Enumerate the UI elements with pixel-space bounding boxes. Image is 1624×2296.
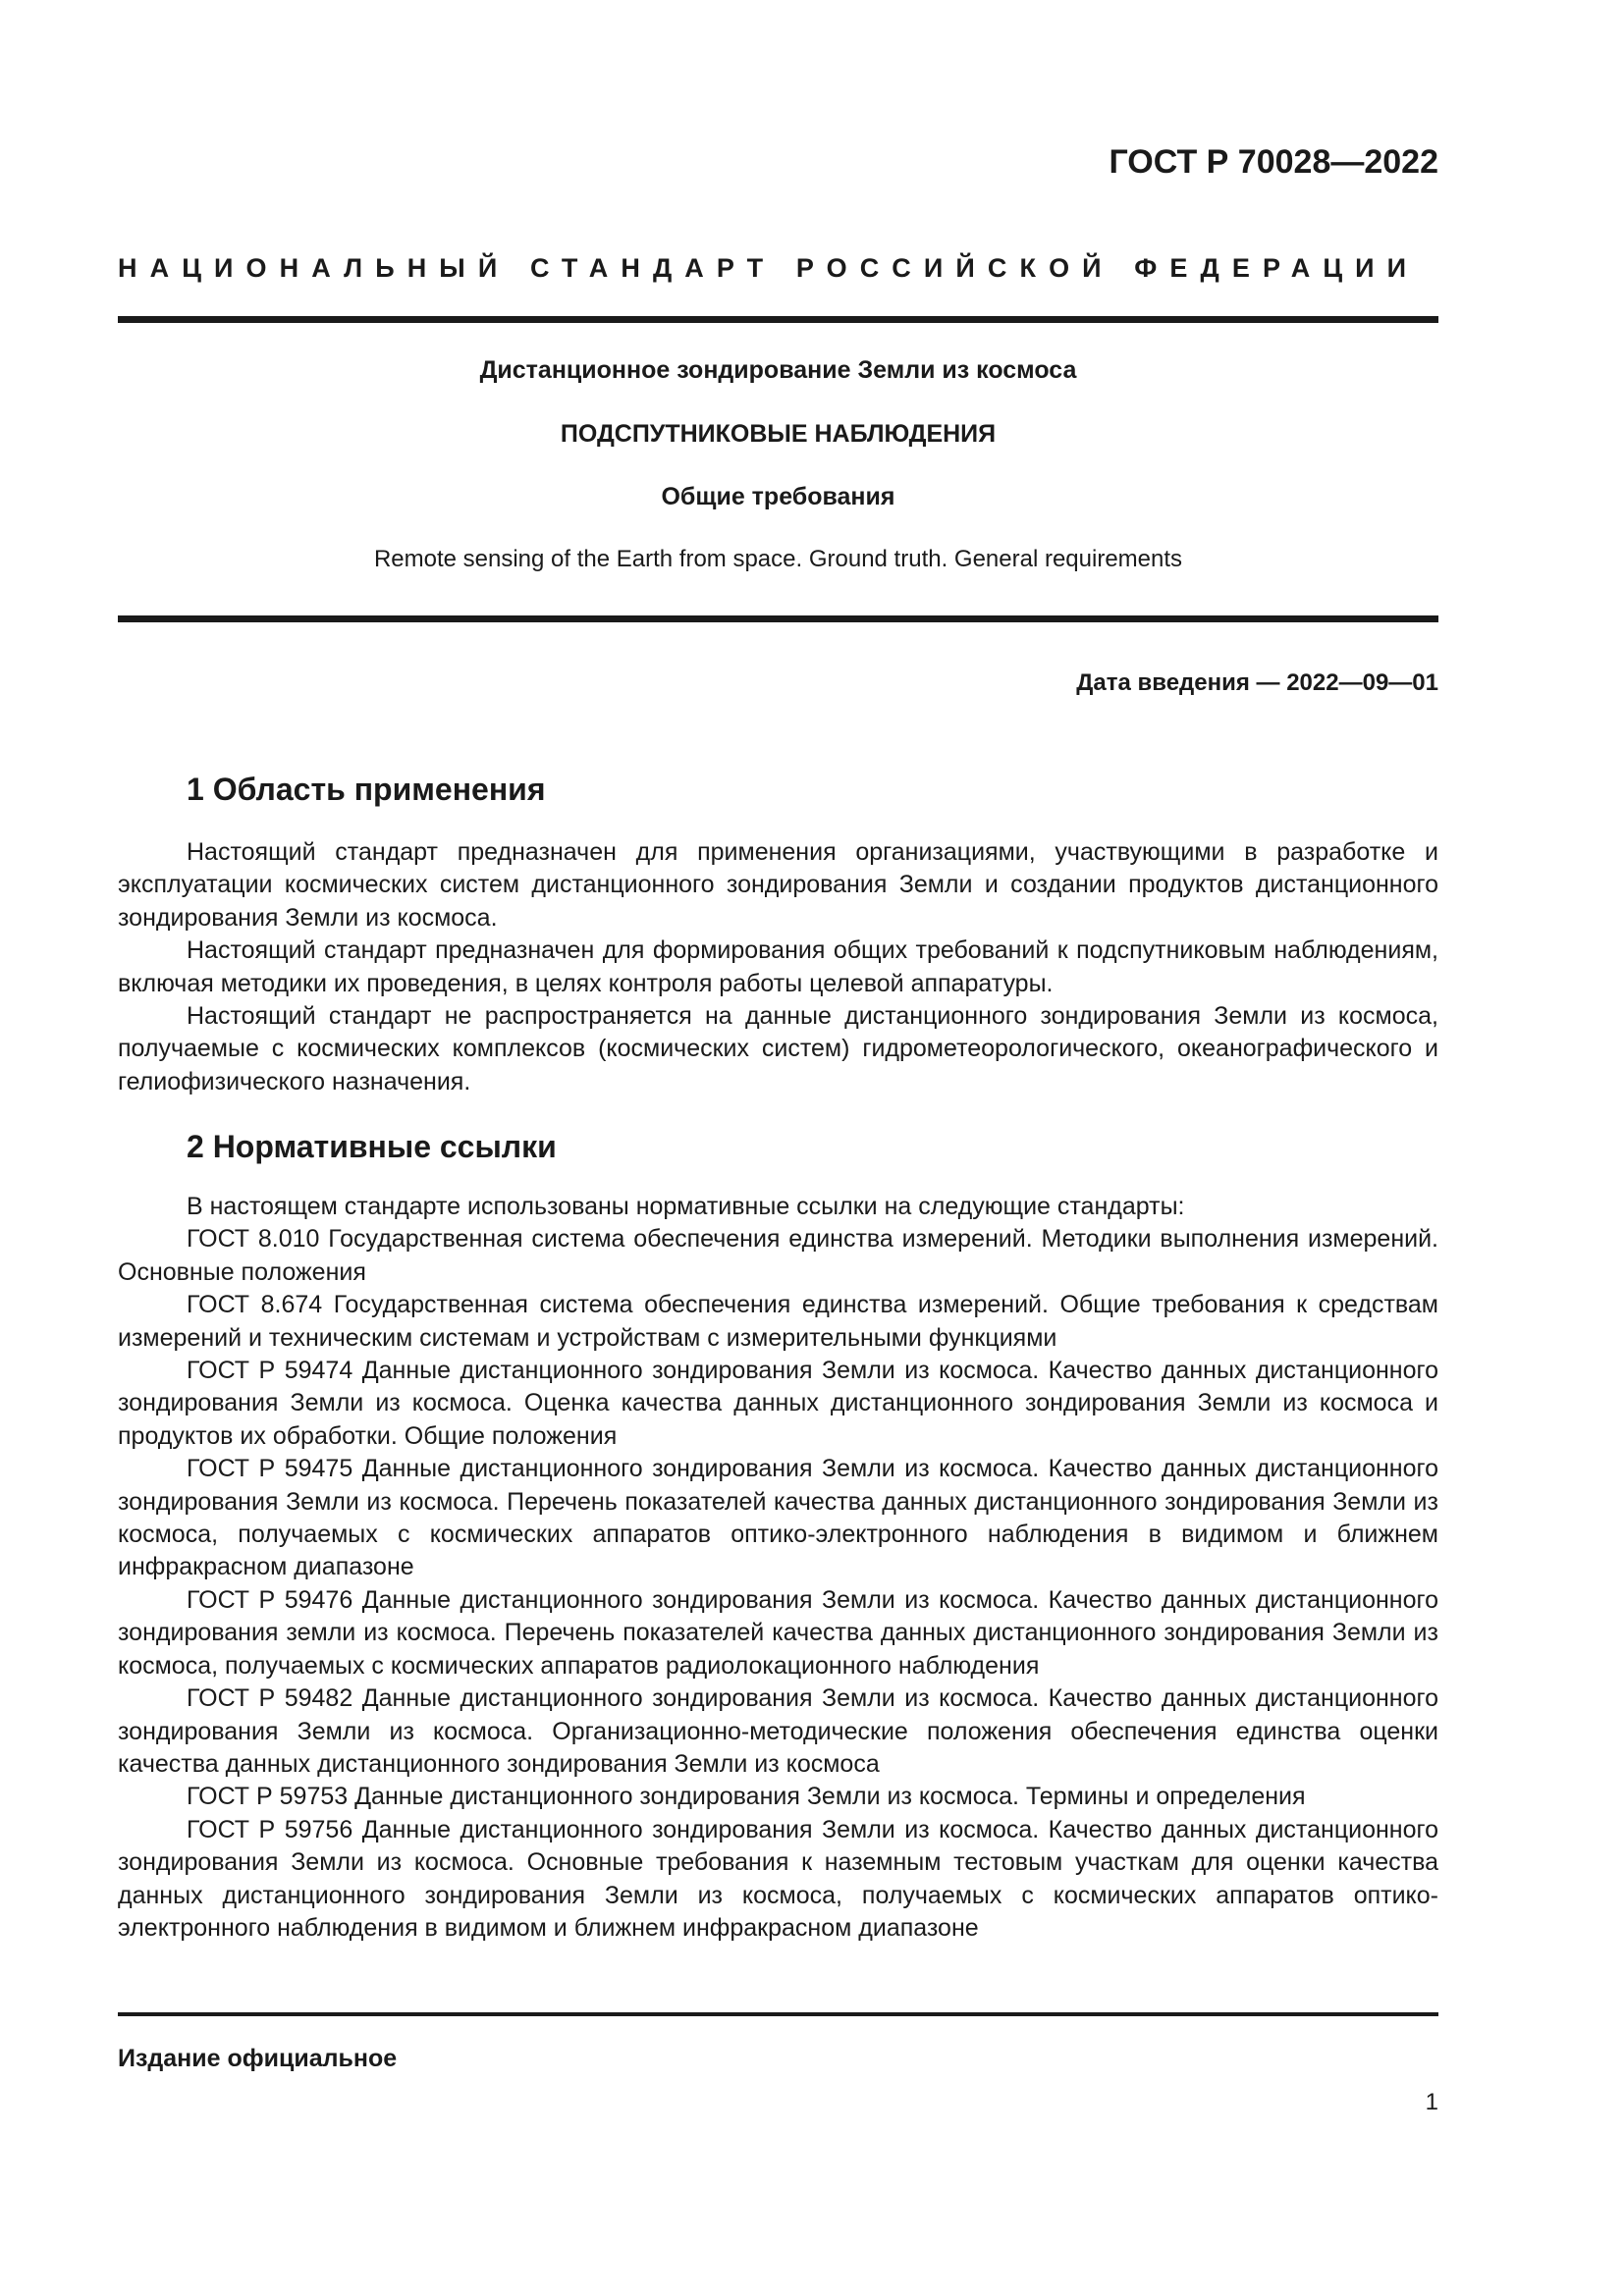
reference-item: ГОСТ 8.010 Государственная система обеспечения единства измерений. Методики выполнения измерений. Основные положения [118,1225,1438,1286]
section-1-heading: 1 Область применения [187,772,546,807]
reference-item: ГОСТ Р 59476 Данные дистанционного зондирования Земли из космоса. Качество данных дистанционного зондирования земли из космоса. Перечень показателей качества данных дистанционного зондирования Земли из космоса, получаемых с космических аппаратов радиолокационного наблюдения [118,1585,1438,1680]
national-standard-banner: НАЦИОНАЛЬНЫЙ СТАНДАРТ РОССИЙСКОЙ ФЕДЕРАЦИИ [118,253,1420,283]
section-2-body [118,1191,1438,1945]
footer-rule [118,2012,1438,2016]
title-line-2: ПОДСПУТНИКОВЫЕ НАБЛЮДЕНИЯ [560,420,997,448]
title-line-1: Дистанционное зондирование Земли из космоса [479,356,1077,384]
title-rule [118,615,1438,622]
paragraph: Настоящий стандарт предназначен для формирования общих требований к подспутниковым наблюдениям, включая методики их проведения, в целях контроля работы целевой аппаратуры. [118,936,1438,997]
reference-item: ГОСТ Р 59475 Данные дистанционного зондирования Земли из космоса. Качество данных дистанционного зондирования Земли из космоса. Перечень показателей качества данных дистанционного зондирования Земли из космоса, получаемых с космических аппаратов оптико-электронного наблюдения в видимом и ближнем инфракрасном диапазоне [118,1455,1438,1581]
section-2-heading: 2 Нормативные ссылки [187,1129,557,1164]
official-edition-label: Издание официальное [118,2045,398,2072]
title-line-3: Общие требования [661,483,895,510]
reference-item: ГОСТ Р 59753 Данные дистанционного зондирования Земли из космоса. Термины и определения [187,1783,1306,1811]
introduction-date: Дата введения — 2022—09—01 [1076,669,1438,696]
section-1-body [118,836,1438,1098]
reference-item: ГОСТ Р 59756 Данные дистанционного зондирования Земли из космоса. Качество данных дистанционного зондирования Земли из космоса. Основные требования к наземным тестовым участкам для оценки качества данных дистанционного зондирования Земли из космоса, получаемых с космических аппаратов оптико-электронного наблюдения в видимом и ближнем инфракрасном диапазоне [118,1815,1438,1942]
paragraph: Настоящий стандарт не распространяется на данные дистанционного зондирования Земли из космоса, получаемые с космических комплексов (космических систем) гидрометеорологического, океанографического и гелиофизического назначения. [118,1002,1438,1095]
reference-item: ГОСТ Р 59482 Данные дистанционного зондирования Земли из космоса. Качество данных дистанционного зондирования Земли из космоса. Организационно-методические положения обеспечения единства оценки качества данных дистанционного зондирования Земли из космоса [118,1684,1438,1778]
paragraph: В настоящем стандарте использованы нормативные ссылки на следующие стандарты: [187,1193,1185,1220]
paragraph: Настоящий стандарт предназначен для применения организациями, участвующими в разработке и эксплуатации космических систем дистанционного зондирования Земли и создании продуктов дистанционного зондирования Земли из космоса. [118,838,1438,932]
top-rule [118,316,1438,323]
english-title: Remote sensing of the Earth from space. Ground truth. General requirements [373,546,1183,572]
reference-item: ГОСТ 8.674 Государственная система обеспечения единства измерений. Общие требования к средствам измерений и техническим системам и устройствам с измерительными функциями [118,1291,1438,1352]
reference-item: ГОСТ Р 59474 Данные дистанционного зондирования Земли из космоса. Качество данных дистанционного зондирования Земли из космоса. Оценка качества данных дистанционного зондирования Земли из космоса и продуктов их обработки. Общие положения [118,1357,1438,1450]
standard-code: ГОСТ Р 70028—2022 [1109,143,1438,181]
page-number: 1 [1425,2089,1438,2115]
